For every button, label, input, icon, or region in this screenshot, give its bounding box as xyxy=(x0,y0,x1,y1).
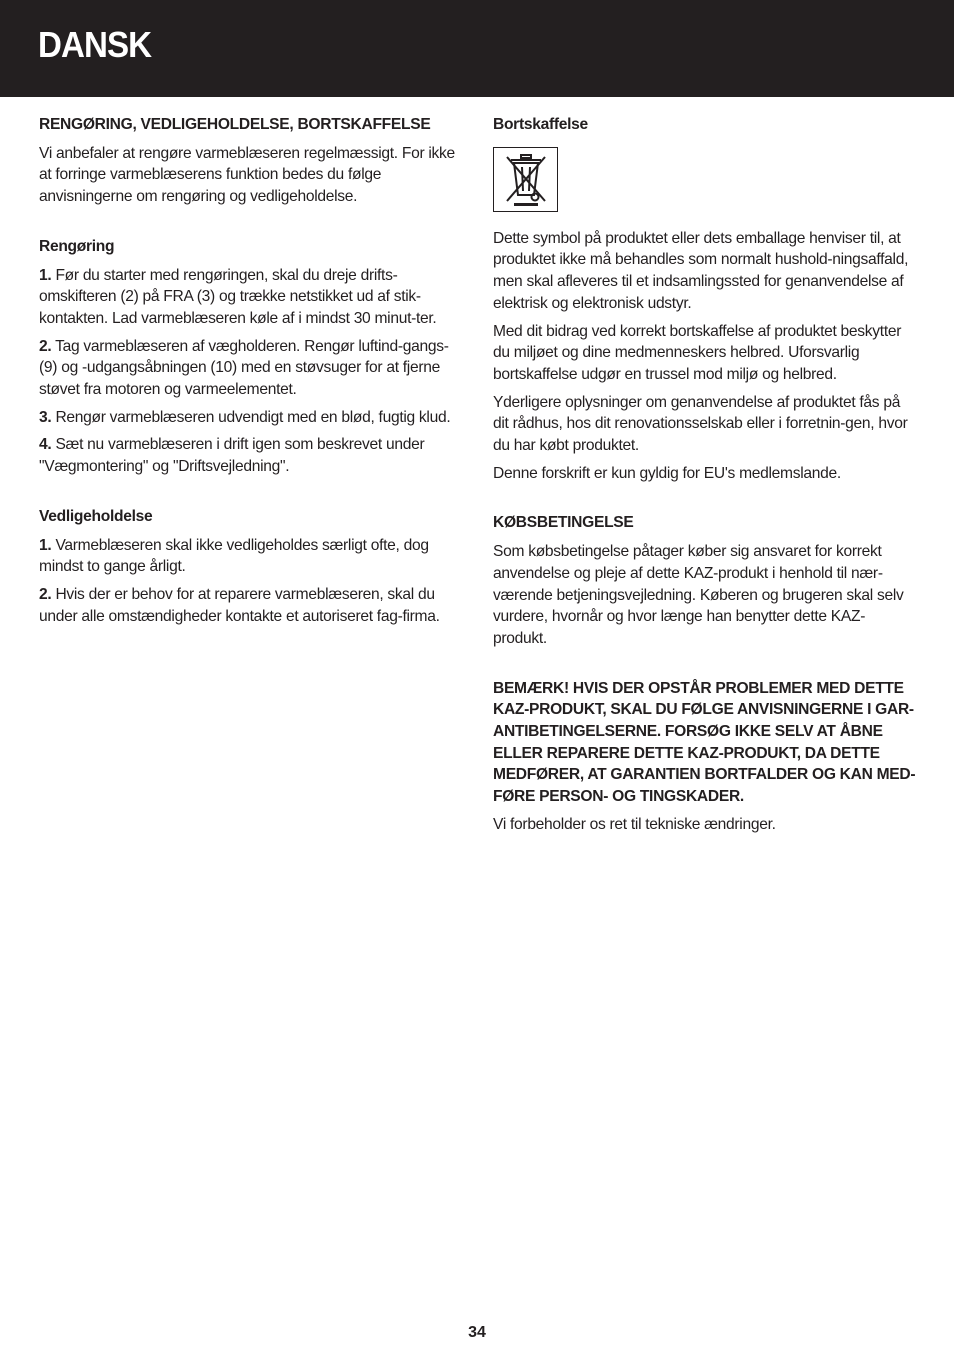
maintenance-step xyxy=(39,535,461,578)
step-number: 2. xyxy=(39,337,52,355)
header-bar xyxy=(0,0,954,97)
intro-paragraph: Vi anbefaler at rengøre varmeblæseren regelmæssigt. For ikke at forringe varmeblæserens funktion bedes du følge anvisningerne om rengøring og vedligeholdelse. xyxy=(39,144,455,206)
section-heading: RENGØRING, VEDLIGEHOLDELSE, BORTSKAFFELSE xyxy=(39,116,431,133)
step-text: Før du starter med rengøringen, skal du dreje drifts-omskifteren (2) på FRA (3) og trække netstikket ud af stik-kontakten. Lad varmeblæseren køle af i mindst 30 minut-ter. xyxy=(39,266,437,327)
bin-symbol xyxy=(501,151,551,207)
disposal-paragraph: Dette symbol på produktet eller dets emballage henviser til, at produktet ikke må behandles som normalt hushold-ningsaffald, men skal afleveres til et indsamlingssted for genanvendelse af elektrisk og elektronisk udstyr. xyxy=(493,229,909,312)
cleaning-step xyxy=(39,407,461,429)
maintenance-step xyxy=(39,584,461,627)
purchase-paragraph: Som købsbetingelse påtager køber sig ansvaret for korrekt anvendelse og pleje af dette KAZ-produkt i henhold til nær-værende betjeningsvejledning. Køberen og brugeren skal selv vurdere, hvornår og hvor længe han benytter dette KAZ-produkt. xyxy=(493,543,904,647)
cleaning-heading: Rengøring xyxy=(39,237,115,255)
disposal-heading: Bortskaffelse xyxy=(493,116,588,133)
right-column xyxy=(493,114,917,836)
maintenance-heading: Vedligeholdelse xyxy=(39,507,153,525)
warning-paragraph: BEMÆRK! HVIS DER OPSTÅR PROBLEMER MED DETTE KAZ-PRODUKT, SKAL DU FØLGE ANVISNINGERNE I GAR-ANTIBETINGELSERNE. FORSØG IKKE SELV AT ÅBNE ELLER REPARERE DETTE KAZ-PRODUKT, DA DETTE MEDFØRER, AT GARANTIEN BORTFALDER OG KAN MED-FØRE PERSON- OG TINGSKADER. xyxy=(493,679,916,806)
disposal-paragraph: Denne forskrift er kun gyldig for EU's medlemslande. xyxy=(493,464,841,482)
step-text: Varmeblæseren skal ikke vedligeholdes særligt ofte, dog mindst to gange årligt. xyxy=(39,536,429,576)
step-number: 1. xyxy=(39,536,52,554)
cleaning-step xyxy=(39,265,461,330)
step-number: 2. xyxy=(39,585,52,603)
step-text: Sæt nu varmeblæseren i drift igen som beskrevet under "Vægmontering" og "Driftsvejledning". xyxy=(39,436,425,476)
step-number: 1. xyxy=(39,266,52,284)
step-text: Hvis der er behov for at reparere varmeblæseren, skal du under alle omstændigheder kontakte et autoriseret fag-firma. xyxy=(39,585,440,625)
note-paragraph: Vi forbeholder os ret til tekniske ændringer. xyxy=(493,815,776,833)
page-title: DANSK xyxy=(38,24,152,65)
left-column xyxy=(39,114,461,627)
cleaning-step xyxy=(39,336,461,401)
cleaning-step xyxy=(39,434,461,477)
crossed-out-wheelie-bin-icon xyxy=(493,147,558,212)
disposal-paragraph: Med dit bidrag ved korrekt bortskaffelse af produktet beskytter du miljøet og dine medmenneskers helbred. Uforsvarlig bortskaffelse udgør en trussel mod miljø og helbred. xyxy=(493,322,902,383)
step-text: Tag varmeblæseren af vægholderen. Rengør luftind-gangs- (9) og -udgangsåbningen (10) med en støvsuger for at fjerne støvet fra motoren og varmeelementet. xyxy=(39,337,449,399)
step-number: 3. xyxy=(39,408,52,426)
disposal-paragraph: Yderligere oplysninger om genanvendelse af produktet fås på dit rådhus, hos dit renovationsselskab eller i forretnin-gen, hvor du har købt produktet. xyxy=(493,393,908,455)
page-number: 34 xyxy=(468,1324,486,1341)
step-text: Rengør varmeblæseren udvendigt med en blød, fugtig klud. xyxy=(51,408,451,426)
step-number: 4. xyxy=(39,436,52,454)
purchase-heading: KØBSBETINGELSE xyxy=(493,514,634,532)
